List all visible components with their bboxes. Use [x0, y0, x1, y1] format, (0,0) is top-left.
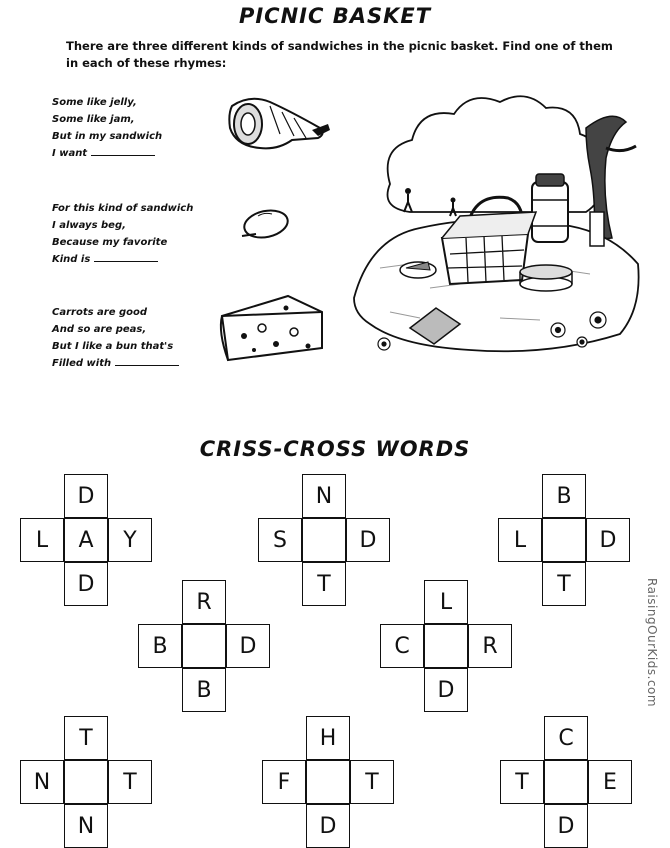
rhyme-line: Kind is — [52, 254, 91, 265]
puzzle-cell-right: D — [586, 518, 630, 562]
puzzle-cell-top: D — [64, 474, 108, 518]
puzzle-cell-left: F — [262, 760, 306, 804]
puzzle-cell-bottom: D — [64, 562, 108, 606]
rhyme-2 — [52, 200, 193, 268]
puzzle-cell-right: Y — [108, 518, 152, 562]
rhyme-line: But in my sandwich — [52, 131, 163, 142]
puzzle-cell-left: S — [258, 518, 302, 562]
rhyme-line: Filled with — [52, 358, 112, 369]
intro-text: There are three different kinds of sandwiches in the picnic basket. Find one of them in each of these rhymes: — [66, 39, 613, 70]
answer-blank[interactable] — [91, 146, 155, 156]
rhyme-line: I want — [52, 148, 88, 159]
crisscross-puzzle-2 — [258, 474, 390, 606]
rhyme-line: Some like jelly, — [52, 97, 137, 108]
puzzle-cell-top: T — [64, 716, 108, 760]
puzzle-cell-right: T — [108, 760, 152, 804]
rhyme-line: And so are peas, — [52, 324, 147, 335]
puzzle-cell-left: C — [380, 624, 424, 668]
puzzle-cell-left: L — [20, 518, 64, 562]
crisscross-puzzle-6 — [20, 716, 152, 848]
puzzle-cell-left: N — [20, 760, 64, 804]
puzzle-cell-bottom: D — [544, 804, 588, 848]
puzzle-cell-center[interactable] — [182, 624, 226, 668]
puzzle-cell-right: R — [468, 624, 512, 668]
puzzle-cell-center[interactable] — [306, 760, 350, 804]
puzzle-cell-left: L — [498, 518, 542, 562]
picnic-scene-illustration — [350, 88, 642, 366]
puzzle-cell-bottom: B — [182, 668, 226, 712]
rhyme-line: Because my favorite — [52, 237, 168, 248]
rhyme-line: I always beg, — [52, 220, 126, 231]
answer-blank[interactable] — [94, 252, 158, 262]
puzzle-cell-center[interactable]: A — [64, 518, 108, 562]
answer-blank[interactable] — [115, 356, 179, 366]
crisscross-title: CRISS-CROSS WORDS — [199, 437, 471, 461]
puzzle-cell-top: H — [306, 716, 350, 760]
puzzle-cell-bottom: T — [542, 562, 586, 606]
rhyme-3 — [52, 304, 179, 372]
rhyme-line: But I like a bun that's — [52, 341, 174, 352]
puzzle-cell-center[interactable] — [64, 760, 108, 804]
crisscross-puzzle-5 — [380, 580, 512, 712]
puzzle-cell-bottom: D — [424, 668, 468, 712]
ham-illustration — [222, 94, 332, 154]
puzzle-cell-center[interactable] — [302, 518, 346, 562]
page-title: PICNIC BASKET — [238, 4, 432, 28]
puzzle-cell-top: R — [182, 580, 226, 624]
watermark: RaisingOurKids.com — [645, 578, 659, 708]
puzzle-cell-center[interactable] — [424, 624, 468, 668]
puzzle-cell-top: C — [544, 716, 588, 760]
crisscross-puzzle-1 — [20, 474, 152, 606]
puzzle-cell-bottom: D — [306, 804, 350, 848]
puzzle-cell-center[interactable] — [544, 760, 588, 804]
puzzle-cell-left: T — [500, 760, 544, 804]
puzzle-cell-right: E — [588, 760, 632, 804]
crisscross-puzzle-7 — [262, 716, 394, 848]
crisscross-puzzle-4 — [138, 580, 270, 712]
rhyme-line: For this kind of sandwich — [52, 203, 194, 214]
puzzle-cell-top: L — [424, 580, 468, 624]
puzzle-cell-bottom: T — [302, 562, 346, 606]
crisscross-puzzle-3 — [498, 474, 630, 606]
egg-illustration — [238, 204, 294, 244]
puzzle-cell-left: B — [138, 624, 182, 668]
puzzle-cell-right: D — [226, 624, 270, 668]
rhyme-line: Carrots are good — [52, 307, 148, 318]
cheese-illustration — [214, 292, 330, 364]
puzzle-cell-top: N — [302, 474, 346, 518]
puzzle-cell-bottom: N — [64, 804, 108, 848]
rhyme-line: Some like jam, — [52, 114, 135, 125]
crisscross-puzzle-8 — [500, 716, 632, 848]
rhyme-1 — [52, 94, 162, 162]
puzzle-cell-top: B — [542, 474, 586, 518]
puzzle-cell-right: T — [350, 760, 394, 804]
puzzle-cell-right: D — [346, 518, 390, 562]
puzzle-cell-center[interactable] — [542, 518, 586, 562]
